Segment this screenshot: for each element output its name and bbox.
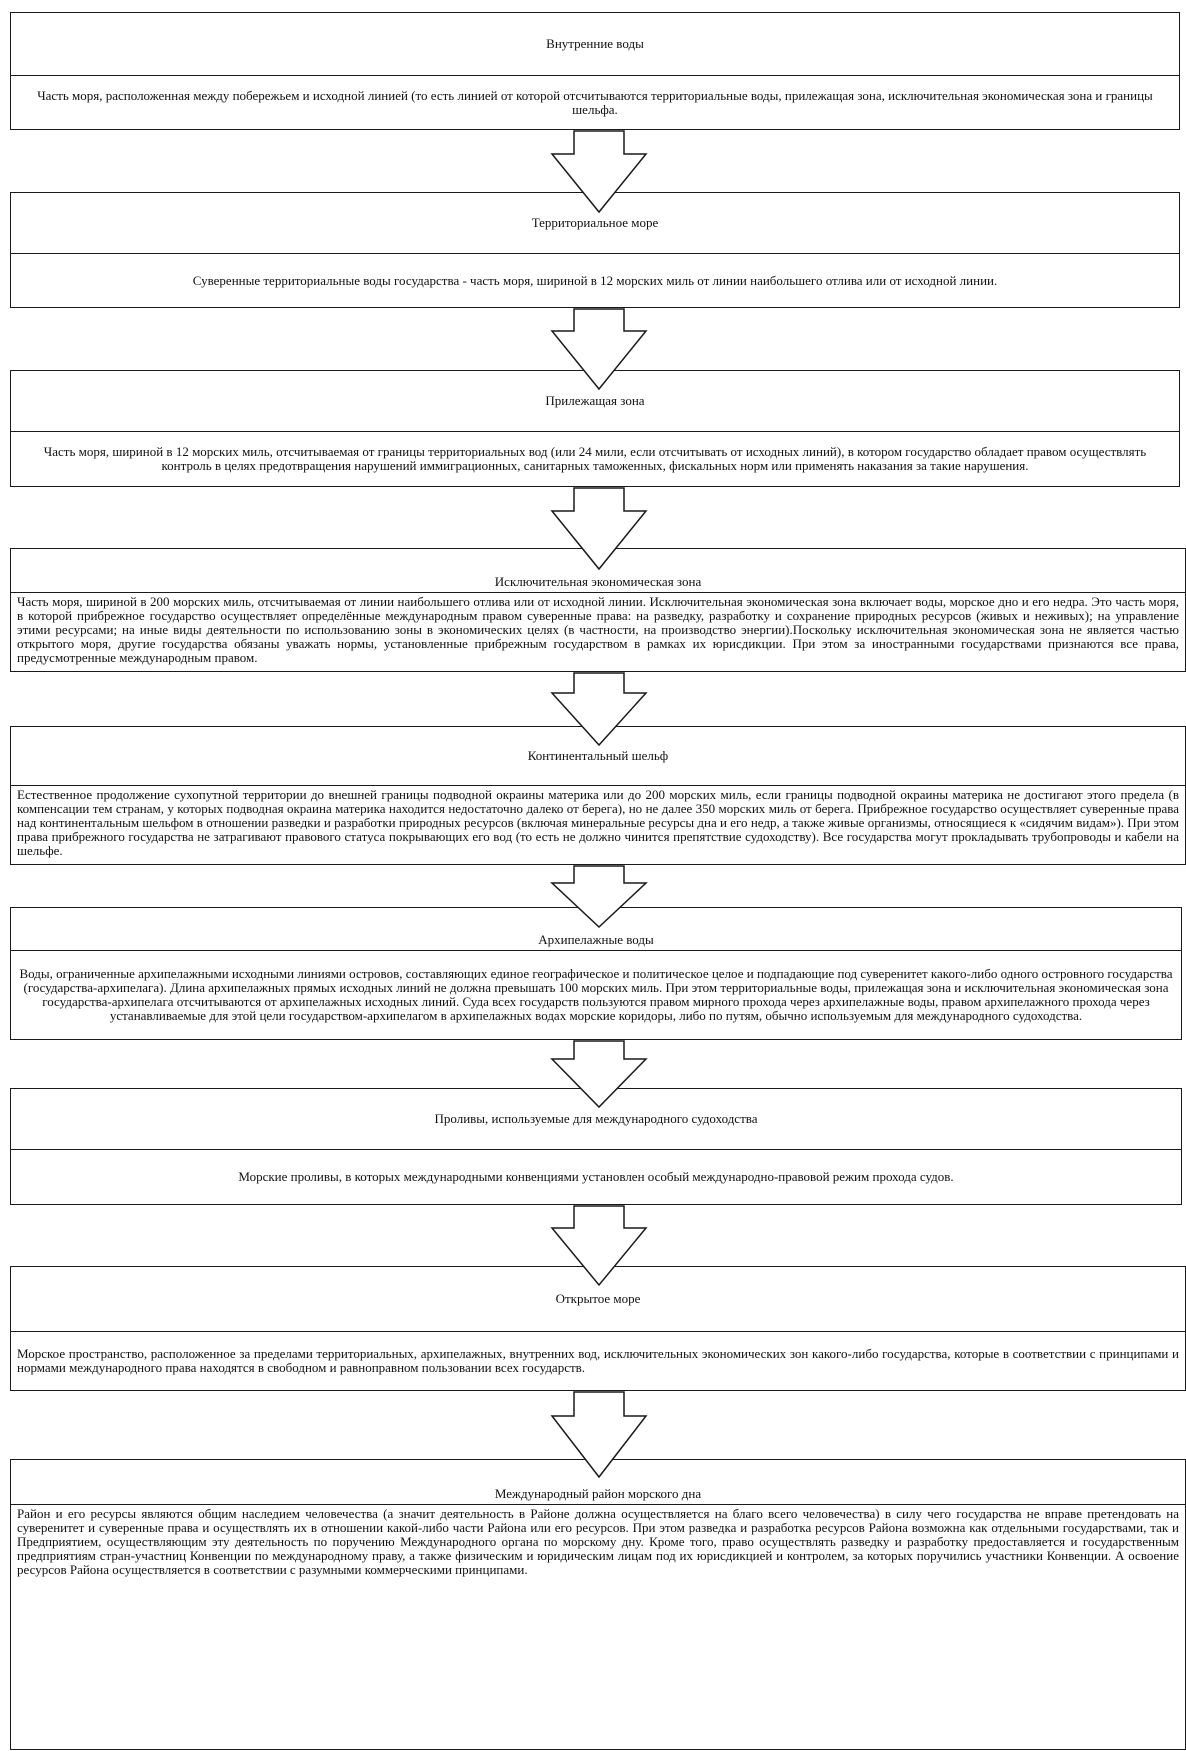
section-description-box — [10, 1149, 1182, 1205]
section-description: Воды, ограниченные архипелажными исходными линиями островов, составляющих единое географическое и политическое целое и подпадающие под суверенитет какого-либо одного островного государства (государства-архипелага). Длина архипелажных прямых исходных линий не должна превышать 100 морских миль. При этом территориальные воды, прилежащая зона и исключительная экономическая зона государства-архипелага отсчитываются от архипелажных исходных линий. Суда всех государств пользуются правом мирного прохода через архипелажные воды, правом архипелажного прохода через устанавливаемые для этой цели государством-архипелагом в архипелажных водах морские коридоры, либо по путям, обычно используемым для международного судоходства. — [19, 966, 1173, 1023]
section-description: Часть моря, шириной в 12 морских миль, отсчитываемая от границы территориальных вод (или 24 мили, если отсчитывать от исходных линий), в котором государство обладает правом осуществлять контроль в целях предотвращения нарушений иммиграционных, санитарных таможенных, фискальных норм или применять наказания за такие нарушения. — [43, 444, 1147, 473]
section-title-box — [10, 12, 1180, 76]
section-description: Суверенные территориальные воды государства - часть моря, шириной в 12 морских миль от линии наибольшего отлива или от исходной линии. — [192, 272, 998, 288]
section-description: Район и его ресурсы являются общим наследием человечества (а значит деятельность в Районе должна осуществляется на благо всего человечества) в силу чего государства не вправе претендовать на суверенитет и суверенные права и осуществлять их в отношении какой-либо части Района или его ресурсов. При этом разведка и разработка ресурсов Района возможна как отдельными государствами, так и Предприятием, осуществляющим эту деятельность по поручению Международного органа по морскому дну. Кроме того, право осуществлять разведку и разработку предоставляется и государственным предприятиям стран-участниц Конвенции по международному праву, а также физическим и юридическим лицам под их юрисдикцией и контролем, за которых поручились участники Конвенции. А освоение ресурсов Района осуществляется в соответствии с разумными коммерческими принципами. — [17, 1506, 1179, 1577]
section-title: Прилежащая зона — [545, 393, 645, 408]
section-title: Проливы, используемые для международного судоходства — [434, 1111, 758, 1126]
section-title-box — [10, 548, 1186, 593]
section-title: Международный район морского дна — [494, 1486, 702, 1501]
section-description: Морское пространство, расположенное за пределами территориальных, архипелажных, внутренних вод, исключительных экономических зон какого-либо государства, которые в соответствии с принципами и нормами международного права находятся в свободном и равноправном пользовании всех государств. — [17, 1346, 1179, 1375]
section-description: Естественное продолжение сухопутной территории до внешней границы подводной окраины материка или до 200 морских миль, если границы подводной окраины материка не достигают этого предела (в компенсации тем странам, у которых подводная окраина материка находится недостаточно далеко от берега), но не далее 350 морских миль от берега. Прибрежное государство осуществляет суверенные права над континентальным шельфом в отношении разведки и разработки природных ресурсов (включая минеральные ресурсы дна и его недр, а также живые организмы, относящиеся к «сидячим видам»). При этом права прибрежного государства не затрагивают правового статуса покрывающих его вод (то есть не должно чинится препятствие судоходству). Все государства могут прокладывать трубопроводы и кабели на шельфе. — [17, 787, 1179, 858]
section-description-box — [10, 785, 1186, 865]
section-description-box — [10, 592, 1186, 672]
section-title: Континентальный шельф — [527, 748, 669, 763]
section-description-box — [10, 950, 1182, 1040]
section-title-box — [10, 726, 1186, 786]
section-description-box — [10, 75, 1180, 130]
section-title: Исключительная экономическая зона — [494, 574, 702, 589]
section-description: Часть моря, расположенная между побережьем и исходной линией (то есть линией от которой отсчитываются территориальные воды, прилежащая зона, исключительная экономическая зона и границы шельфа. — [37, 87, 1153, 117]
section-title: Открытое море — [555, 1291, 641, 1306]
section-title: Архипелажные воды — [538, 932, 654, 947]
section-title-box — [10, 370, 1180, 432]
section-description-box — [10, 1331, 1186, 1391]
section-title-box — [10, 192, 1180, 254]
section-title-box — [10, 1266, 1186, 1332]
section-description-box — [10, 431, 1180, 487]
section-title-box — [10, 1459, 1186, 1505]
section-description: Морские проливы, в которых международными конвенциями установлен особый международно-правовой режим прохода судов. — [238, 1169, 954, 1184]
section-description: Часть моря, шириной в 200 морских миль, отсчитываемая от линии наибольшего отлива или от исходной линии. Исключительная экономическая зона включает воды, морское дно и его недра. Это часть моря, в которой прибрежное государство осуществляет определённые международным правом суверенные права: на разведку, разработку и сохранение природных ресурсов (живых и неживых); на управление этими ресурсами; на иные виды деятельности по использованию зоны в экономических целях (в частности, на производство энергии).Поскольку исключительная экономическая зона не является частью открытого моря, другие государства обязаны уважать нормы, установленные прибрежным государством в рамках их юрисдикции. При этом за иностранными государствами признаются все права, предусмотренные международным правом. — [17, 594, 1179, 665]
section-description-box — [10, 253, 1180, 308]
section-title: Территориальное море — [531, 215, 659, 230]
section-title-box — [10, 1088, 1182, 1150]
section-title: Внутренние воды — [546, 36, 644, 51]
section-title-box — [10, 907, 1182, 951]
section-description-box — [10, 1504, 1186, 1750]
